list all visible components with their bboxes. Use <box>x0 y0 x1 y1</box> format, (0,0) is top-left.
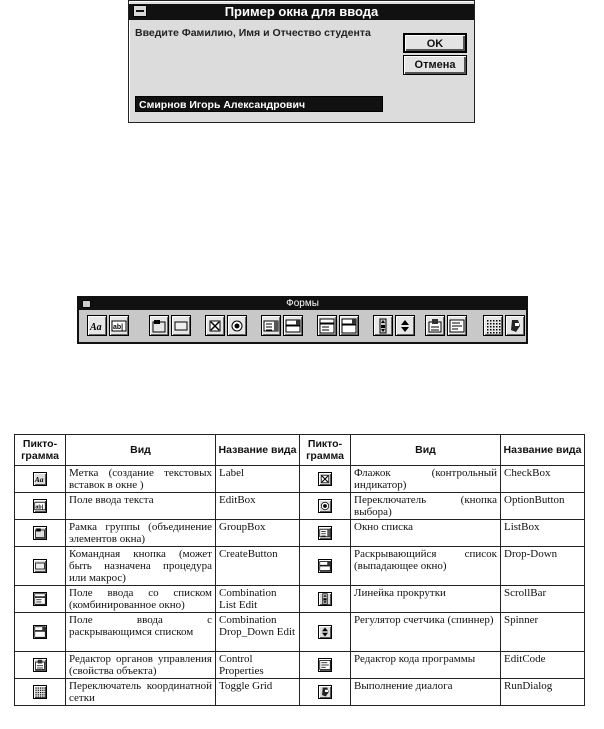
table-header-row <box>15 435 585 466</box>
type-name-cell: Toggle Grid <box>216 679 300 706</box>
dialog-prompt: Введите Фамилию, Имя и Отчество студента <box>135 27 371 39</box>
kind-cell: Поле ввода с раскрывающимся списком <box>66 613 216 652</box>
type-name-cell: EditCode <box>501 652 585 679</box>
type-name-cell: CheckBox <box>501 466 585 493</box>
type-name-cell: Combination List Edit <box>216 586 300 613</box>
toolbar-button-scrollbar[interactable] <box>373 315 393 336</box>
column-header: Название вида <box>501 435 585 466</box>
table-row <box>15 613 585 652</box>
scrollbar-icon <box>318 592 332 606</box>
listbox-icon <box>318 526 332 540</box>
column-header: Вид <box>66 435 216 466</box>
type-name-cell: CreateButton <box>216 547 300 586</box>
toolbar-button-editbox[interactable] <box>109 315 129 336</box>
type-name-cell: OptionButton <box>501 493 585 520</box>
groupbox-icon <box>33 526 47 540</box>
kind-cell: Флажок (контрольный индикатор) <box>351 466 501 493</box>
control-properties-icon <box>427 318 443 334</box>
type-name-cell: Spinner <box>501 613 585 652</box>
cancel-button[interactable]: Отмена <box>403 55 467 75</box>
kind-cell: Линейка прокрутки <box>351 586 501 613</box>
kind-cell: Рамка группы (объединение элементов окна) <box>66 520 216 547</box>
toolbar-button-label[interactable] <box>87 315 107 336</box>
groupbox-icon <box>151 318 167 334</box>
scrollbar-icon <box>375 318 391 334</box>
control-properties-icon <box>33 658 47 672</box>
kind-cell: Поле ввода со списком (комбинированное окно) <box>66 586 216 613</box>
toolbar-button-listbox[interactable] <box>261 315 281 336</box>
label-icon <box>89 318 105 334</box>
dropdown-icon <box>318 559 332 573</box>
editbox-icon <box>33 499 47 513</box>
toolbar-button-combo-dropdown-edit[interactable] <box>339 315 359 336</box>
type-name-cell: Control Properties <box>216 652 300 679</box>
toolbar-button-control-properties[interactable] <box>425 315 445 336</box>
toggle-grid-icon <box>33 685 47 699</box>
optionbutton-icon <box>318 499 332 513</box>
table-row <box>15 586 585 613</box>
svg-text:Aa: Aa <box>90 321 102 333</box>
toolbar-button-button[interactable] <box>171 315 191 336</box>
table-row <box>15 520 585 547</box>
pictogram-cell <box>15 493 66 520</box>
pictogram-cell <box>300 586 351 613</box>
kind-cell: Редактор органов управления (свойства объекта) <box>66 652 216 679</box>
edit-code-icon <box>318 658 332 672</box>
edit-code-icon <box>449 318 465 334</box>
pictogram-cell <box>15 520 66 547</box>
kind-cell: Раскрывающийся список (выпадающее окно) <box>351 547 501 586</box>
dropdown-icon <box>285 318 301 334</box>
run-dialog-icon <box>318 685 332 699</box>
ok-button[interactable]: OK <box>403 33 467 53</box>
pictogram-cell <box>300 613 351 652</box>
table-row <box>15 679 585 706</box>
toolbar-button-combo-list-edit[interactable] <box>317 315 337 336</box>
column-header: Вид <box>351 435 501 466</box>
editbox-icon <box>111 318 127 334</box>
pictogram-cell <box>300 547 351 586</box>
button-icon <box>173 318 189 334</box>
checkbox-icon <box>207 318 223 334</box>
toolbar-button-edit-code[interactable] <box>447 315 467 336</box>
combo-dropdown-edit-icon <box>33 625 47 639</box>
combo-list-edit-icon <box>33 592 47 606</box>
column-header: Пикто-грамма <box>15 435 66 466</box>
input-dialog <box>128 0 475 123</box>
kind-cell: Регулятор счетчика (спиннер) <box>351 613 501 652</box>
pictogram-cell <box>15 679 66 706</box>
toolbar-button-toggle-grid[interactable] <box>483 315 503 336</box>
kind-cell: Редактор кода программы <box>351 652 501 679</box>
table-row <box>15 652 585 679</box>
spinner-icon <box>318 625 332 639</box>
forms-toolbar <box>77 296 528 344</box>
pictogram-cell <box>300 520 351 547</box>
svg-text:ab|: ab| <box>35 504 44 511</box>
button-icon <box>33 559 47 573</box>
dialog-title-bar[interactable] <box>129 4 474 20</box>
toolbar-button-checkbox[interactable] <box>205 315 225 336</box>
column-header: Название вида <box>216 435 300 466</box>
pictogram-cell <box>15 466 66 493</box>
pictogram-cell <box>15 613 66 652</box>
pictogram-cell <box>15 547 66 586</box>
type-name-cell: ListBox <box>501 520 585 547</box>
svg-text:ab|: ab| <box>113 323 124 331</box>
type-name-cell: Drop-Down <box>501 547 585 586</box>
kind-cell: Окно списка <box>351 520 501 547</box>
system-menu-icon[interactable] <box>133 5 147 17</box>
dialog-title: Пример окна для ввода <box>224 4 379 19</box>
toolbar-button-groupbox[interactable] <box>149 315 169 336</box>
table-row <box>15 493 585 520</box>
optionbutton-icon <box>229 318 245 334</box>
kind-cell: Переключатель (кнопка выбора) <box>351 493 501 520</box>
checkbox-icon <box>318 472 332 486</box>
kind-cell: Поле ввода текста <box>66 493 216 520</box>
pictogram-cell <box>300 679 351 706</box>
pictogram-cell <box>300 493 351 520</box>
toolbar-title: Формы <box>286 298 319 309</box>
column-header: Пикто-грамма <box>300 435 351 466</box>
pictogram-cell <box>15 652 66 679</box>
kind-cell: Переключатель координатной сетки <box>66 679 216 706</box>
pictogram-cell <box>300 652 351 679</box>
type-name-cell: EditBox <box>216 493 300 520</box>
toggle-grid-icon <box>485 318 501 334</box>
label-icon <box>33 472 47 486</box>
toolbar-button-dropdown[interactable] <box>283 315 303 336</box>
combo-list-edit-icon <box>319 318 335 334</box>
type-name-cell: RunDialog <box>501 679 585 706</box>
spinner-icon <box>397 318 413 334</box>
kind-cell: Выполнение диалога <box>351 679 501 706</box>
pictogram-cell <box>300 466 351 493</box>
type-name-cell: Combination Drop_Down Edit <box>216 613 300 652</box>
type-name-cell: Label <box>216 466 300 493</box>
table-row <box>15 466 585 493</box>
toolbar-title-bar[interactable] <box>79 298 526 310</box>
kind-cell: Командная кнопка (может быть назначена процедура или макрос) <box>66 547 216 586</box>
combo-dropdown-edit-icon <box>341 318 357 334</box>
svg-text:Aa: Aa <box>34 475 44 484</box>
controls-table <box>14 434 585 706</box>
toolbar-system-menu-icon[interactable] <box>82 300 91 308</box>
toolbar-buttons <box>87 315 527 339</box>
listbox-icon <box>263 318 279 334</box>
toolbar-button-spinner[interactable] <box>395 315 415 336</box>
name-input[interactable]: Смирнов Игорь Александрович <box>135 96 383 112</box>
kind-cell: Метка (создание текстовых вставок в окне ) <box>66 466 216 493</box>
run-dialog-icon <box>507 318 523 334</box>
pictogram-cell <box>15 586 66 613</box>
toolbar-button-optionbutton[interactable] <box>227 315 247 336</box>
toolbar-button-run-dialog[interactable] <box>505 315 525 336</box>
type-name-cell: ScrollBar <box>501 586 585 613</box>
type-name-cell: GroupBox <box>216 520 300 547</box>
table-row <box>15 547 585 586</box>
